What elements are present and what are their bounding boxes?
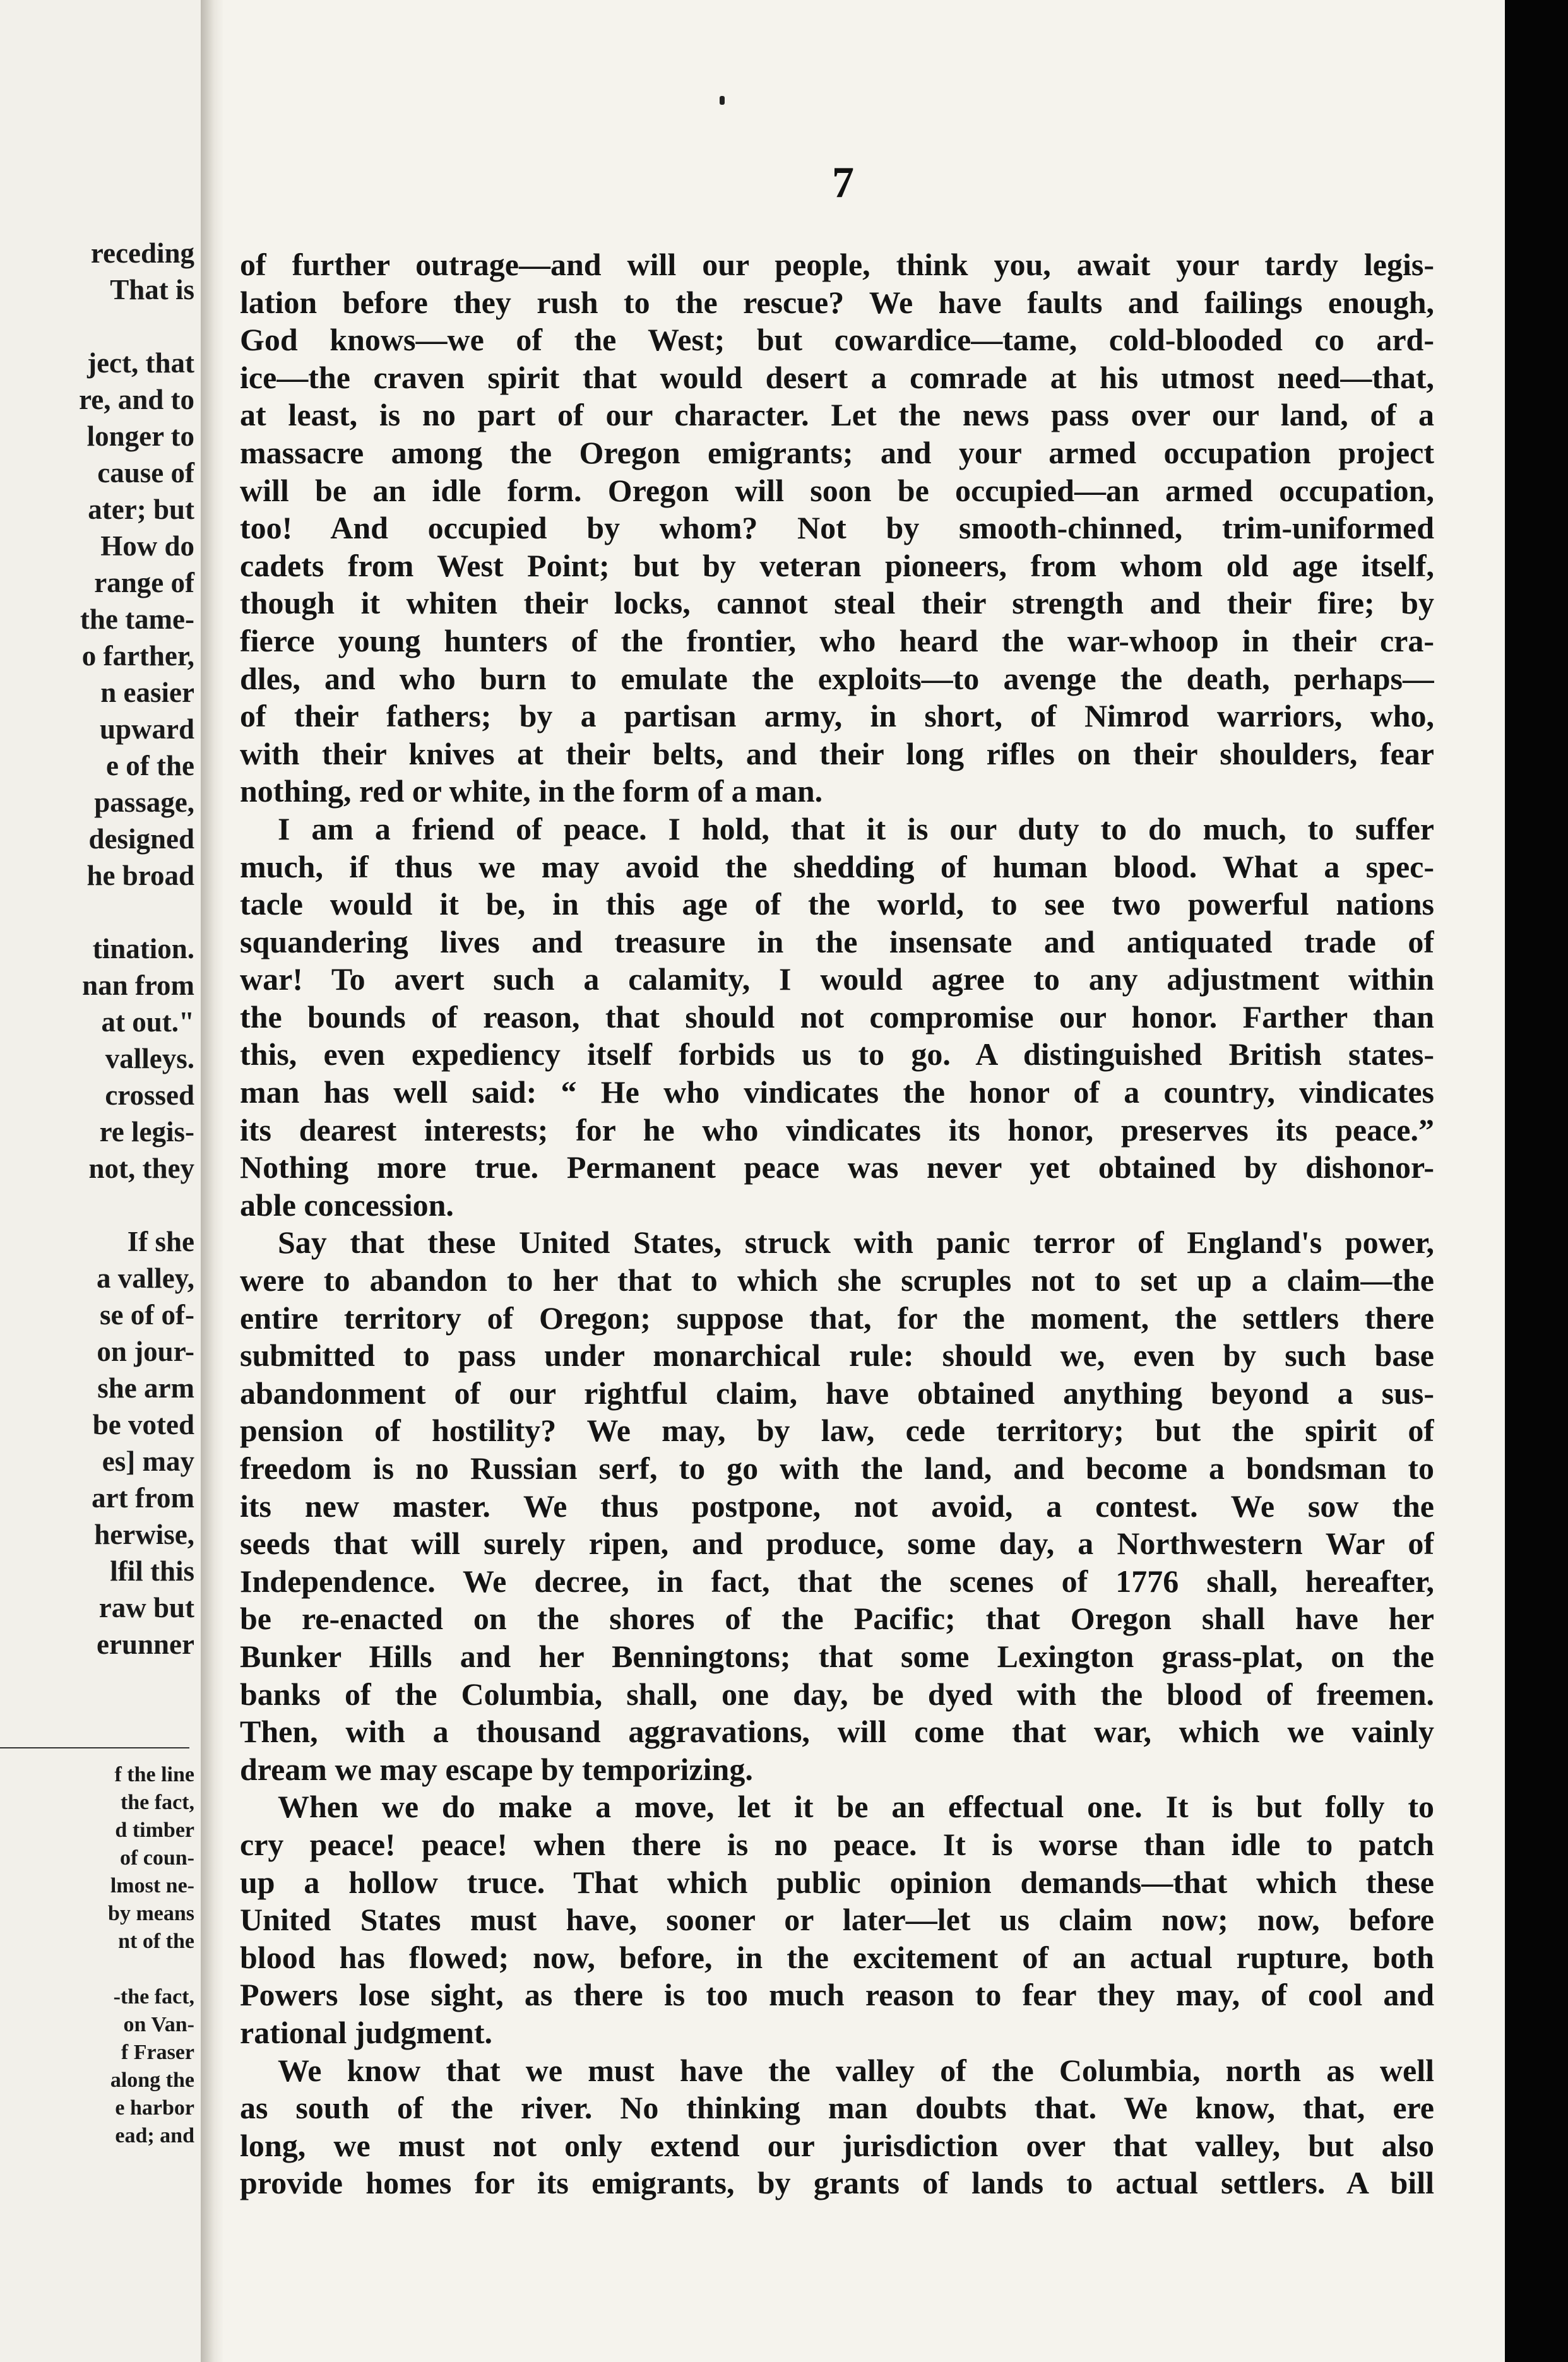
text-line: We know that we must have the valley of the Columbia, north as well — [278, 2052, 1434, 2088]
left-text-line: she arm — [97, 1372, 194, 1404]
text-line: God knows—we of the West; but cowardice—tame, cold-blooded co ard- — [240, 322, 1434, 358]
left-text-line: cause of — [97, 457, 194, 489]
text-line: of further outrage—and will our people, think you, await your tardy legis- — [240, 247, 1434, 282]
left-text-line: the tame- — [80, 603, 194, 635]
left-text-line: designed — [88, 823, 194, 855]
book-gutter — [201, 0, 223, 2362]
page-body-text — [240, 246, 1434, 2202]
left-text-line: erunner — [97, 1629, 194, 1660]
text-line: this, even expediency itself forbids us to go. A distinguished British states- — [240, 1036, 1434, 1072]
footnote-rule — [0, 1747, 189, 1748]
left-text-line: That is — [110, 274, 194, 306]
text-line: at least, is no part of our character. Let the news pass over our land, of a — [240, 397, 1434, 433]
text-line: submitted to pass under monarchical rule: should we, even by such base — [240, 1338, 1434, 1374]
left-text-line: o farther, — [81, 640, 194, 672]
left-text-line: tination. — [92, 933, 194, 964]
left-text-line: nan from — [82, 970, 194, 1001]
left-text-line: range of — [94, 567, 194, 598]
text-line: seeds that will surely ripen, and produce, some day, a Northwestern War of — [240, 1526, 1434, 1562]
text-line: will be an idle form. Oregon will soon be occupied—an armed occupation, — [240, 472, 1434, 508]
text-line: I am a friend of peace. I hold, that it is our duty to do much, to suffer — [278, 810, 1434, 846]
left-note-line: of coun- — [119, 1846, 194, 1870]
left-text-line: e of the — [106, 750, 194, 781]
text-line: provide homes for its emigrants, by grants of lands to actual settlers. A bill — [240, 2165, 1434, 2201]
text-line: entire territory of Oregon; suppose that, for the moment, the settlers there — [240, 1300, 1434, 1336]
text-line: up a hollow truce. That which public opinion demands—that which these — [240, 1864, 1434, 1900]
left-note-line: nt of the — [118, 1930, 194, 1953]
text-line: blood has flowed; now, before, in the excitement of an actual rupture, both — [240, 1939, 1434, 1975]
text-line: tacle would it be, in this age of the world, to see two powerful nations — [240, 886, 1434, 922]
left-text-line: not, they — [88, 1153, 194, 1184]
left-text-line: passage, — [94, 786, 194, 818]
left-note-line: along the — [110, 2068, 194, 2092]
left-note-line: f the line — [114, 1763, 194, 1786]
left-page — [0, 0, 201, 2362]
left-page-footnotes — [108, 1761, 194, 2150]
left-text-line: a valley, — [97, 1262, 194, 1294]
left-text-line: he broad — [86, 860, 194, 891]
text-line: lation before they rush to the rescue? We have faults and failings enough, — [240, 284, 1434, 320]
text-line: too! And occupied by whom? Not by smooth-chinned, trim-uniformed — [240, 510, 1434, 546]
text-line: freedom is no Russian serf, to go with the land, and become a bondsman to — [240, 1451, 1434, 1486]
left-text-line: upward — [99, 713, 194, 745]
text-line: fierce young hunters of the frontier, who heard the war-whoop in their cra- — [240, 622, 1434, 658]
left-note-line: e harbor — [115, 2096, 194, 2120]
left-page-text — [79, 235, 194, 1663]
text-line: its new master. We thus postpone, not avoid, a contest. We sow the — [240, 1488, 1434, 1524]
text-line: able concession. — [240, 1187, 454, 1223]
text-line: United States must have, sooner or later—let us claim now; now, before — [240, 1902, 1434, 1938]
left-note-line: -the fact, — [113, 1985, 194, 2009]
left-text-line: valleys. — [105, 1043, 194, 1074]
left-text-line: ater; but — [88, 494, 194, 525]
left-note-line — [108, 1955, 194, 1983]
left-text-line: at out." — [101, 1006, 194, 1038]
text-line: long, we must not only extend our jurisdiction over that valley, but also — [240, 2127, 1434, 2163]
left-note-line: ead; and — [115, 2124, 194, 2147]
left-text-line: How do — [100, 530, 194, 562]
left-text-line: be voted — [92, 1409, 194, 1440]
left-text-line: art from — [92, 1482, 194, 1514]
left-note-line: d timber — [115, 1819, 194, 1842]
text-line: massacre among the Oregon emigrants; and your armed occupation project — [240, 434, 1434, 470]
text-line: ice—the craven spirit that would desert a comrade at his utmost need—that, — [240, 359, 1434, 395]
left-note-line: f Fraser — [121, 2041, 194, 2064]
text-line: be re-enacted on the shores of the Pacific; that Oregon shall have her — [240, 1601, 1434, 1637]
left-text-line: raw but — [98, 1592, 194, 1623]
text-line: Say that these United States, struck with panic terror of England's power, — [278, 1225, 1434, 1261]
left-text-line: longer to — [86, 420, 194, 452]
text-line: When we do make a move, let it be an effectual one. It is but folly to — [278, 1789, 1434, 1825]
text-line: Powers lose sight, as there is too much reason to fear they may, of cool and — [240, 1977, 1434, 2013]
left-note-line: by means — [108, 1902, 194, 1925]
left-text-line: lfil this — [110, 1555, 194, 1587]
text-line: though it whiten their locks, cannot steal their strength and their fire; by — [240, 585, 1434, 621]
text-line: cadets from West Point; but by veteran pioneers, from whom old age itself, — [240, 547, 1434, 583]
text-line: rational judgment. — [240, 2014, 492, 2050]
text-line: Bunker Hills and her Benningtons; that some Lexington grass-plat, on the — [240, 1638, 1434, 1674]
left-text-line: herwise, — [94, 1519, 194, 1550]
left-text-line: on jour- — [97, 1336, 194, 1367]
left-text-line: If she — [127, 1226, 194, 1257]
text-line: Nothing more true. Permanent peace was never yet obtained by dishonor- — [240, 1149, 1434, 1185]
text-line: banks of the Columbia, shall, one day, be dyed with the blood of freemen. — [240, 1676, 1434, 1712]
left-text-line: re, and to — [79, 384, 194, 415]
text-line: abandonment of our rightful claim, have obtained anything beyond a sus- — [240, 1375, 1434, 1411]
text-line: much, if thus we may avoid the shedding of human blood. What a spec- — [240, 848, 1434, 884]
scan-border — [1505, 0, 1568, 2362]
left-text-line — [79, 894, 194, 930]
text-line: its dearest interests; for he who vindicates its honor, preserves its peace.” — [240, 1112, 1434, 1148]
text-line: Independence. We decree, in fact, that the scenes of 1776 shall, hereafter, — [240, 1563, 1434, 1599]
text-line: cry peace! peace! when there is no peace. It is worse than idle to patch — [240, 1826, 1434, 1862]
left-text-line: se of of- — [100, 1299, 194, 1331]
text-line: war! To avert such a calamity, I would agree to any adjustment within — [240, 961, 1434, 997]
text-line: man has well said: “ He who vindicates the honor of a country, vindicates — [240, 1074, 1434, 1110]
left-text-line: re legis- — [99, 1116, 194, 1148]
text-line: dles, and who burn to emulate the exploits—to avenge the death, perhaps— — [240, 660, 1434, 696]
text-line: squandering lives and treasure in the insensate and antiquated trade of — [240, 923, 1434, 959]
left-text-line: crossed — [105, 1079, 194, 1111]
left-note-line: lmost ne- — [110, 1874, 194, 1897]
left-text-line: receding — [90, 237, 194, 269]
left-text-line: n easier — [100, 677, 194, 708]
text-line: were to abandon to her that to which she scruples not to set up a claim—the — [240, 1262, 1434, 1298]
text-line: pension of hostility? We may, by law, cede territory; but the spirit of — [240, 1413, 1434, 1449]
text-line: Then, with a thousand aggravations, will come that war, which we vainly — [240, 1714, 1434, 1750]
text-line: with their knives at their belts, and their long rifles on their shoulders, fear — [240, 735, 1434, 771]
left-text-line — [79, 1187, 194, 1223]
text-line: the bounds of reason, that should not compromise our honor. Farther than — [240, 999, 1434, 1035]
ink-mark — [720, 96, 725, 105]
page-number: 7 — [832, 158, 854, 207]
left-note-line: the fact, — [120, 1791, 194, 1814]
left-note-line: on Van- — [123, 2013, 194, 2036]
text-line: nothing, red or white, in the form of a man. — [240, 773, 823, 809]
left-text-line: es] may — [102, 1445, 194, 1477]
left-text-line: ject, that — [87, 347, 194, 379]
left-text-line — [79, 308, 194, 345]
text-line: of their fathers; by a partisan army, in short, of Nimrod warriors, who, — [240, 698, 1434, 734]
text-line: as south of the river. No thinking man doubts that. We know, that, ere — [240, 2090, 1434, 2126]
text-line: dream we may escape by temporizing. — [240, 1751, 753, 1787]
